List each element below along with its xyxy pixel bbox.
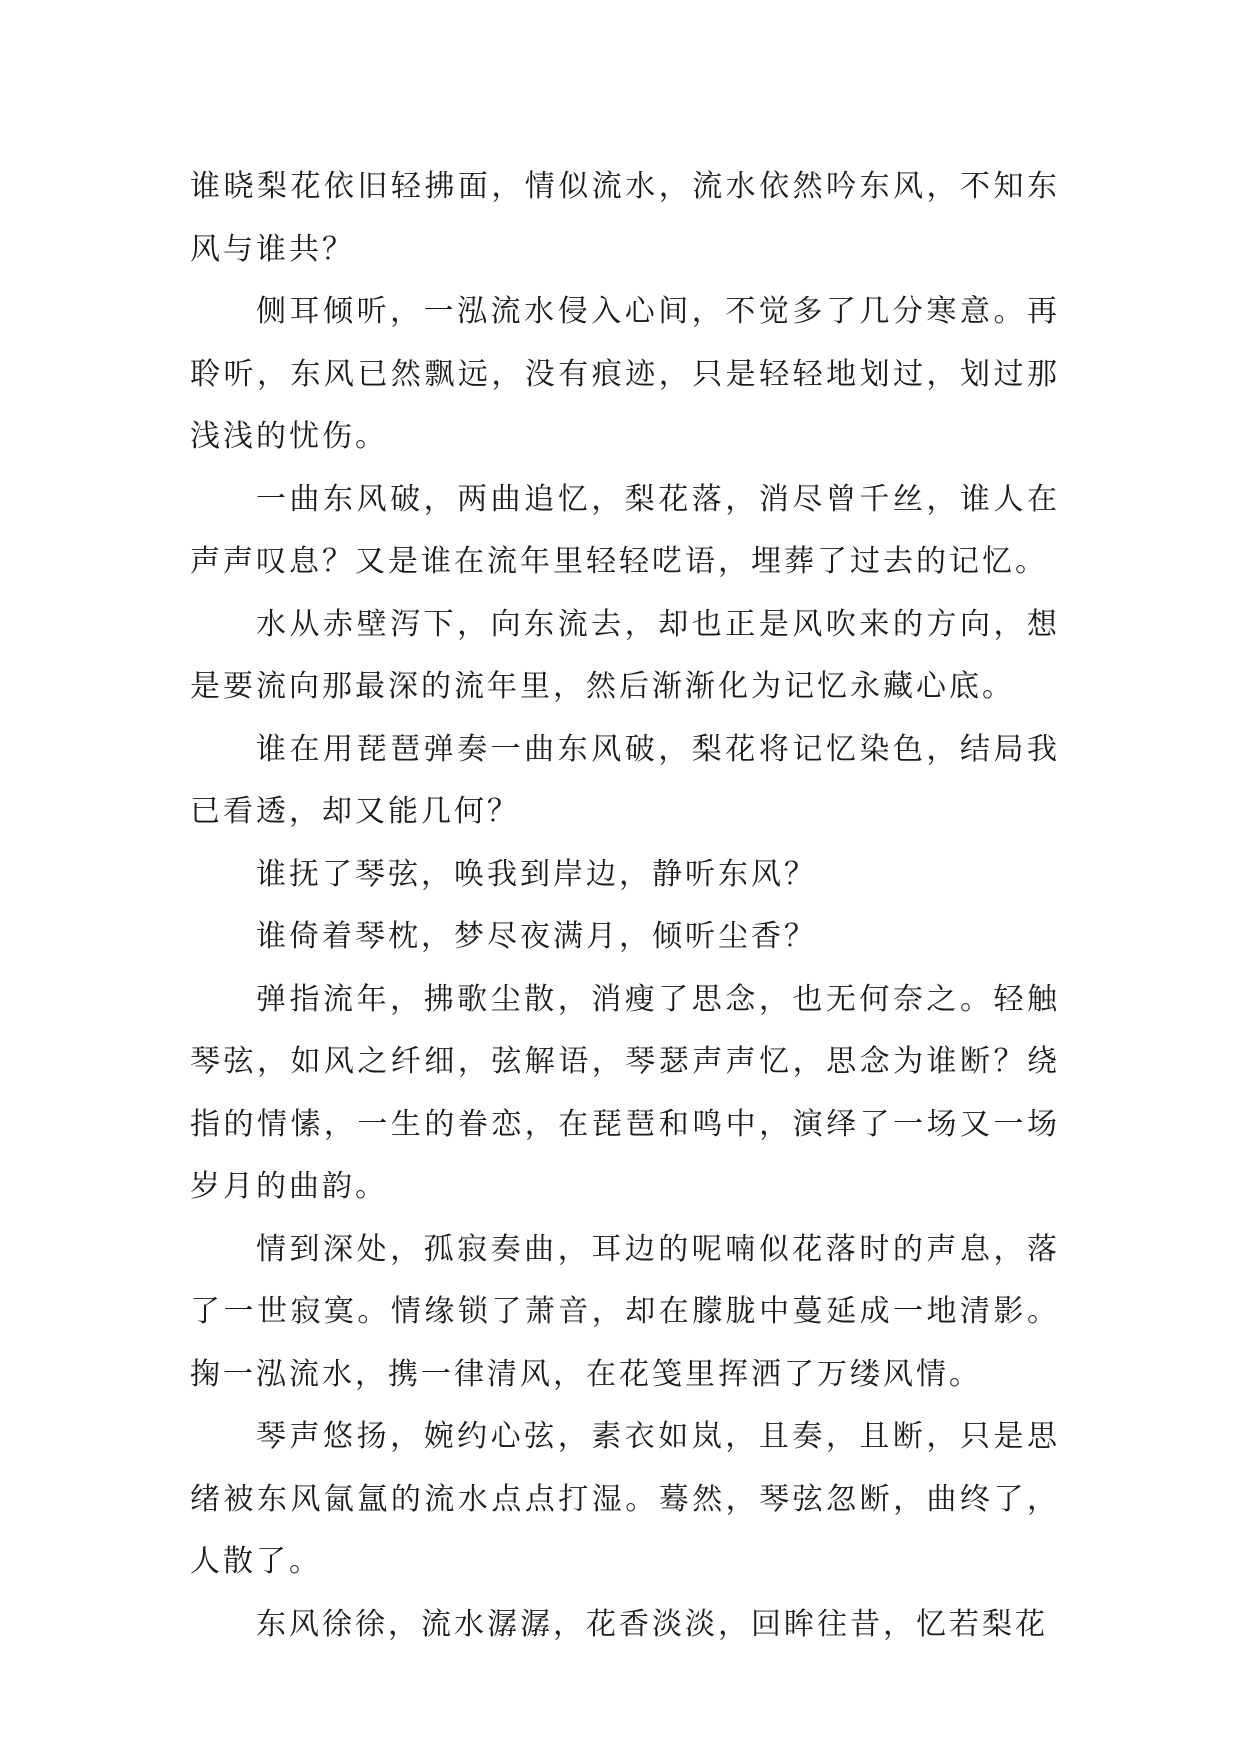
paragraph-2: 侧耳倾听，一泓流水侵入心间，不觉多了几分寒意。再聆听，东风已然飘远，没有痕迹，只是轻轻地划过，划过那浅浅的忧伤。 <box>190 294 1060 454</box>
paragraph-6: 谁抚了琴弦，唤我到岸边，静听东风？ <box>256 856 817 892</box>
paragraph-4: 水从赤壁泻下，向东流去，却也正是风吹来的方向，想是要流向那最深的流年里，然后渐渐化为记忆永藏心底。 <box>190 606 1060 704</box>
paragraph-3: 一曲东风破，两曲追忆，梨花落，消尽曾千丝，谁人在声声叹息？又是谁在流年里轻轻呓语，埋葬了过去的记忆。 <box>190 481 1060 579</box>
paragraph-1: 谁晓梨花依旧轻拂面，情似流水，流水依然吟东风，不知东风与谁共？ <box>190 169 1060 267</box>
paragraph-7: 谁倚着琴枕，梦尽夜满月，倾听尘香？ <box>256 919 817 954</box>
paragraph-10: 琴声悠扬，婉约心弦，素衣如岚，且奏，且断，只是思绪被东风氤氲的流水点点打湿。蓦然，琴弦忽断，曲终了，人散了。 <box>190 1419 1060 1579</box>
paragraph-9: 情到深处，孤寂奏曲，耳边的呢喃似花落时的声息，落了一世寂寞。情缘锁了萧音，却在朦胧中蔓延成一地清影。掬一泓流水，携一律清风，在花笺里挥洒了万缕风情。 <box>190 1231 1060 1392</box>
article-body <box>190 156 1060 1656</box>
paragraph-8: 弹指流年，拂歌尘散，消瘦了思念，也无何奈之。轻触琴弦，如风之纤细，弦解语，琴瑟声声忆，思念为谁断？绕指的情愫，一生的眷恋，在琵琶和鸣中，演绎了一场又一场岁月的曲韵。 <box>190 981 1060 1204</box>
paragraph-11: 东风徐徐，流水潺潺，花香淡淡，回眸往昔，忆若梨花 <box>256 1606 1048 1642</box>
paragraph-5: 谁在用琵琶弹奏一曲东风破，梨花将记忆染色，结局我已看透，却又能几何？ <box>190 731 1060 829</box>
